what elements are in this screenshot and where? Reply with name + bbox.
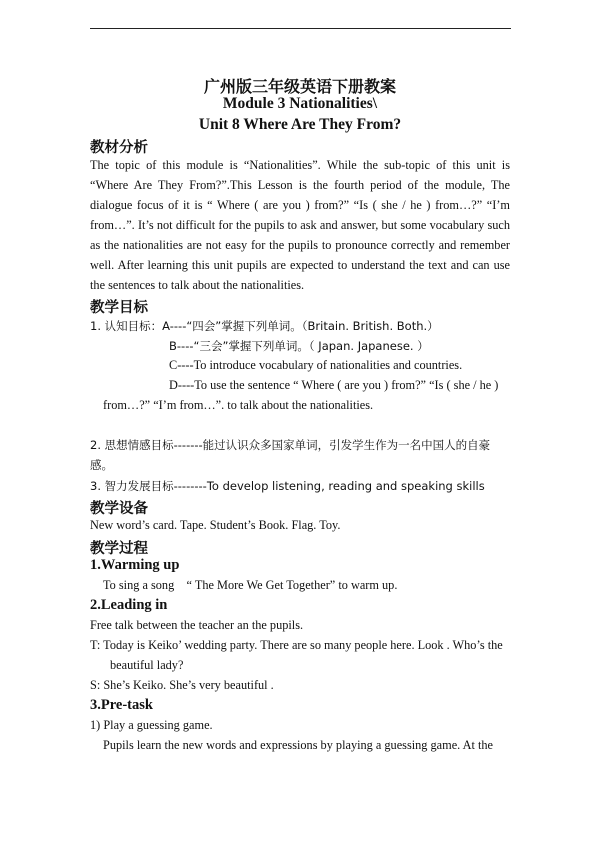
objective-3: 3. 智力发展目标--------To develop listening, reading and speaking skills xyxy=(90,479,485,493)
objective-2: 2. 思想情感目标-------能过认识众多国家单词，引发学生作为一名中国人的自豪 xyxy=(90,438,491,452)
teacher-line: T: Today is Keiko’ wedding party. There are so many people here. Look . Who’s the xyxy=(90,638,503,652)
pre-task-heading: 3.Pre-task xyxy=(90,697,153,713)
header-rule xyxy=(90,28,511,29)
student-line: S: She’s Keiko. She’s very beautiful . xyxy=(90,678,274,692)
equipment-heading: 教学设备 xyxy=(90,501,148,517)
objective-1d-cont: from…?” “I’m from…”. to talk about the nationalities. xyxy=(103,398,374,412)
module-title: Module 3 Nationalities\ xyxy=(222,95,378,112)
pre-task-text: Pupils learn the new words and expressions by playing a guessing game. At the xyxy=(103,738,494,752)
objective-1c: C----To introduce vocabulary of nationalities and countries. xyxy=(169,358,463,372)
objective-1b: B----“三会”掌握下列单词。（ Japan. Japanese. ） xyxy=(169,339,429,353)
process-heading: 教学过程 xyxy=(90,541,148,557)
warming-up-text: To sing a song “ The More We Get Together” to warm up. xyxy=(103,578,398,592)
objective-2-cont: 感。 xyxy=(90,458,113,472)
objective-1a: 1. 认知目标：A----“四会”掌握下列单词。（Britain. British. Both.） xyxy=(90,319,439,333)
analysis-heading: 教材分析 xyxy=(90,140,148,156)
document-title-cn: 广州版三年级英语下册教案 xyxy=(203,77,396,96)
unit-title: Unit 8 Where Are They From? xyxy=(198,116,402,133)
objectives-heading: 教学目标 xyxy=(90,300,148,316)
warming-up-heading: 1.Warming up xyxy=(90,557,180,573)
pre-task-item: 1) Play a guessing game. xyxy=(90,718,213,732)
objective-1d: D----To use the sentence “ Where ( are you ) from?” “Is ( she / he ) xyxy=(169,378,499,392)
analysis-paragraph: The topic of this module is “Nationalities”. While the sub-topic of this unit is “Where Are They From?”.This Lesson is the fourth period of the module, The dialogue focus of it is “ Where ( are you ) from?” “Is ( she / he ) from…?” “I’m from…”. It’s not difficult for the pupils to ask and answer, but some vocabulary such as the nationalities are not easy for the pupils to pronounce correctly and remember well. After learning this unit pupils are expected to understand the text and can use the sentences to talk about the nationalities. xyxy=(90,158,510,292)
teacher-line-cont: beautiful lady? xyxy=(110,658,184,672)
leading-in-heading: 2.Leading in xyxy=(90,597,168,613)
equipment-text: New word’s card. Tape. Student’s Book. Flag. Toy. xyxy=(90,518,341,532)
leading-in-text: Free talk between the teacher an the pupils. xyxy=(90,618,304,632)
